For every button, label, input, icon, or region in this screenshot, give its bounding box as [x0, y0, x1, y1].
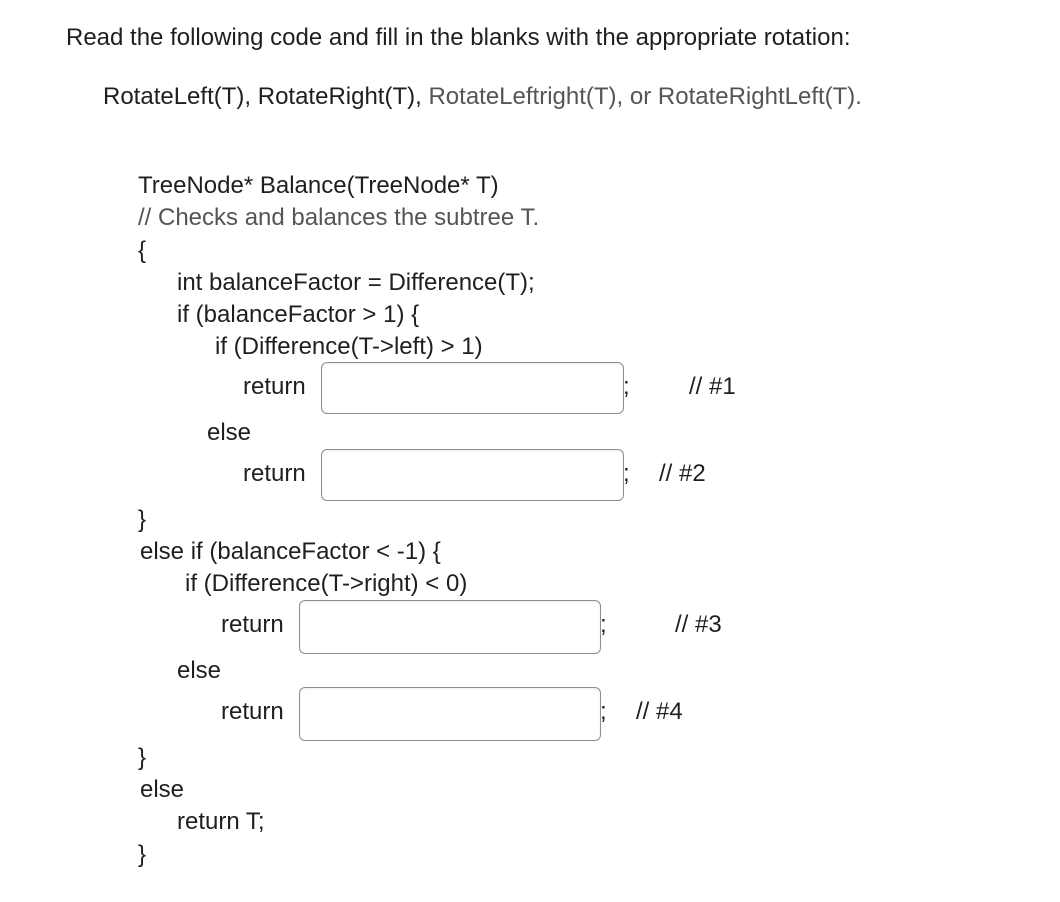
return-keyword-4: return — [221, 698, 284, 725]
instruction-text: Read the following code and fill in the blanks with the appropriate rotation: — [66, 24, 851, 51]
return-keyword-3: return — [221, 611, 284, 638]
else-keyword-2: else — [177, 657, 222, 684]
semicolon-2: ; — [623, 460, 630, 487]
open-brace: { — [138, 237, 147, 264]
blank-4-input[interactable] — [299, 687, 601, 741]
return-t: return T; — [177, 808, 265, 835]
close-brace-3: } — [138, 841, 147, 868]
blank-2-input[interactable] — [321, 449, 624, 501]
balance-decl: int balanceFactor = Difference(T); — [177, 269, 535, 296]
function-signature: TreeNode* Balance(TreeNode* T) — [138, 172, 499, 199]
close-brace-2: } — [138, 744, 147, 771]
else-if-lt: else if (balanceFactor < -1) { — [140, 538, 441, 565]
semicolon-3: ; — [600, 611, 607, 638]
semicolon-1: ; — [623, 373, 630, 400]
return-keyword-1: return — [243, 373, 306, 400]
blank-1-comment: // #1 — [689, 373, 736, 400]
if-balance-gt: if (balanceFactor > 1) { — [177, 301, 420, 328]
else-keyword-1: else — [207, 419, 252, 446]
return-keyword-2: return — [243, 460, 306, 487]
blank-4-comment: // #4 — [636, 698, 683, 725]
blank-2-comment: // #2 — [659, 460, 706, 487]
semicolon-4: ; — [600, 698, 607, 725]
blank-3-input[interactable] — [299, 600, 601, 654]
option-rotate-right: RotateRight(T), — [257, 83, 422, 110]
options-line — [103, 83, 862, 111]
else-keyword-3: else — [140, 776, 185, 803]
blank-3-comment: // #3 — [675, 611, 722, 638]
option-rotate-left: RotateLeft(T), — [103, 83, 252, 110]
if-right-diff: if (Difference(T->right) < 0) — [185, 570, 468, 597]
if-left-diff: if (Difference(T->left) > 1) — [215, 333, 483, 360]
blank-1-input[interactable] — [321, 362, 624, 414]
close-brace-1: } — [138, 506, 147, 533]
option-double-rotations: RotateLeftright(T), or RotateRightLeft(T). — [428, 83, 862, 110]
function-comment: // Checks and balances the subtree T. — [138, 204, 540, 231]
